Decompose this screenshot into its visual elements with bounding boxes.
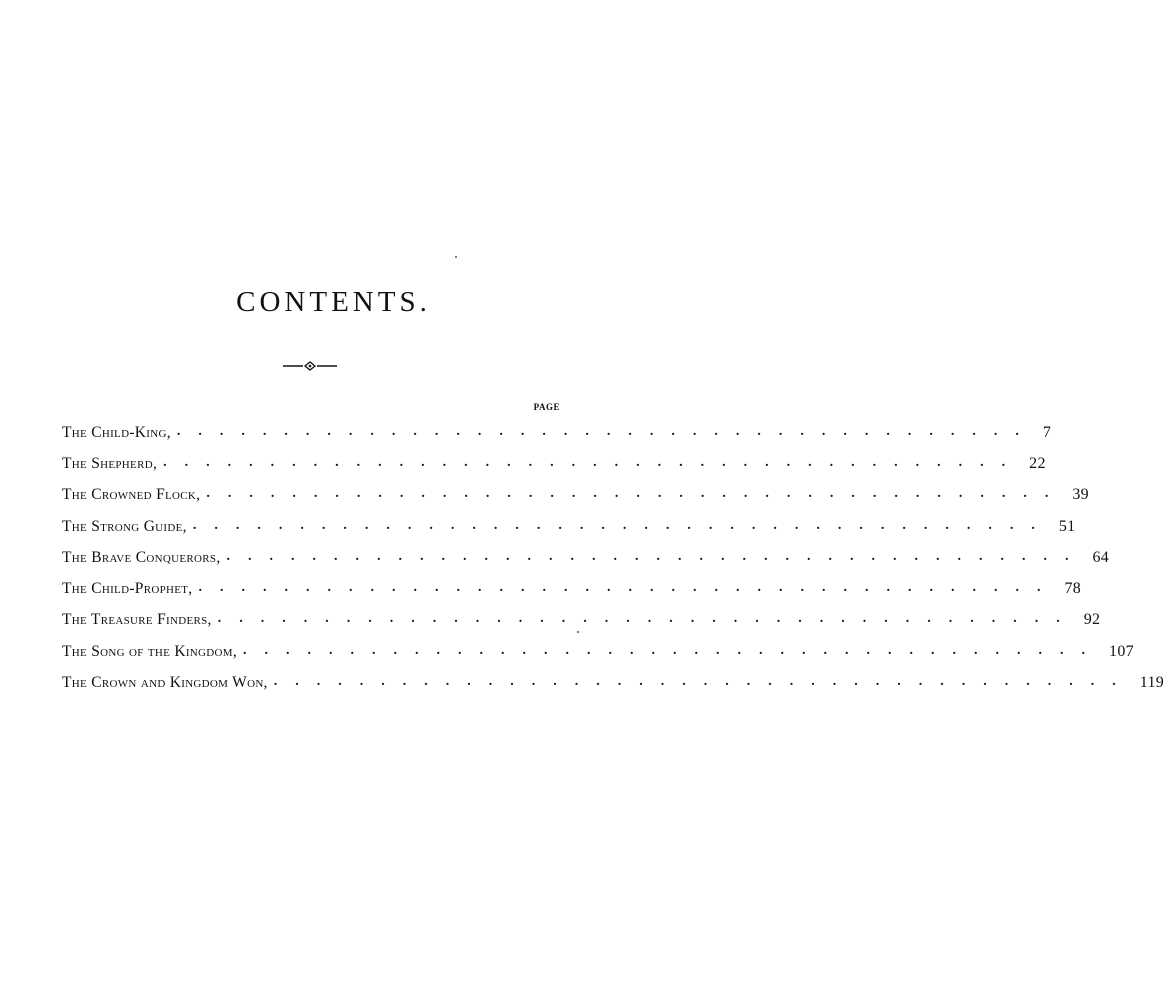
toc-entry-page: 39 <box>1072 486 1089 504</box>
toc-leader-dots: ........................................ <box>176 423 1037 439</box>
toc-entry[interactable] <box>62 448 1046 479</box>
toc-entry[interactable] <box>62 573 1082 604</box>
print-speck <box>455 256 457 258</box>
toc-entry[interactable] <box>62 542 1110 573</box>
toc-leader-dots: ........................................ <box>206 486 1067 502</box>
page-column-label: PAGE <box>533 402 560 412</box>
toc-leader-dots: ........................................ <box>226 548 1087 564</box>
toc-leader-dots: ........................................ <box>217 611 1078 627</box>
toc-entry-title: The Crowned Flock, <box>62 486 201 504</box>
toc-entry-page: 107 <box>1109 642 1134 660</box>
toc-entry-title: The Crown and Kingdom Won, <box>62 674 268 692</box>
toc-entry-title: The Song of the Kingdom, <box>62 642 238 660</box>
toc-entry[interactable] <box>62 636 1134 667</box>
toc-entry[interactable] <box>62 417 1052 448</box>
toc-entry-page: 119 <box>1139 674 1164 692</box>
toc-entry-page: 64 <box>1092 548 1110 566</box>
print-speck <box>577 631 579 633</box>
table-of-contents <box>62 417 1164 699</box>
toc-leader-dots: ........................................ <box>192 517 1053 533</box>
toc-entry-page: 92 <box>1083 611 1101 629</box>
toc-entry-page: 7 <box>1042 423 1052 441</box>
toc-entry-title: The Shepherd, <box>62 454 158 472</box>
toc-entry-title: The Strong Guide, <box>62 517 187 535</box>
toc-entry-page: 51 <box>1058 517 1076 535</box>
toc-entry-page: 78 <box>1064 580 1082 598</box>
toc-entry[interactable] <box>62 480 1089 511</box>
toc-leader-dots: ........................................ <box>273 674 1134 690</box>
toc-entry[interactable] <box>62 511 1076 542</box>
toc-leader-dots: ........................................ <box>198 580 1059 596</box>
toc-entry-title: The Child-Prophet, <box>62 580 193 598</box>
toc-entry-title: The Treasure Finders, <box>62 611 212 629</box>
toc-entry-title: The Child-King, <box>62 423 171 441</box>
toc-leader-dots: ........................................ <box>163 454 1024 470</box>
toc-entry[interactable] <box>62 605 1101 636</box>
toc-entry-title: The Brave Conquerors, <box>62 548 221 566</box>
toc-leader-dots: ........................................ <box>243 642 1104 658</box>
toc-entry[interactable] <box>62 667 1164 698</box>
toc-entry-page: 22 <box>1029 454 1046 472</box>
contents-heading: CONTENTS. <box>236 286 431 318</box>
ornament-divider <box>283 360 337 372</box>
